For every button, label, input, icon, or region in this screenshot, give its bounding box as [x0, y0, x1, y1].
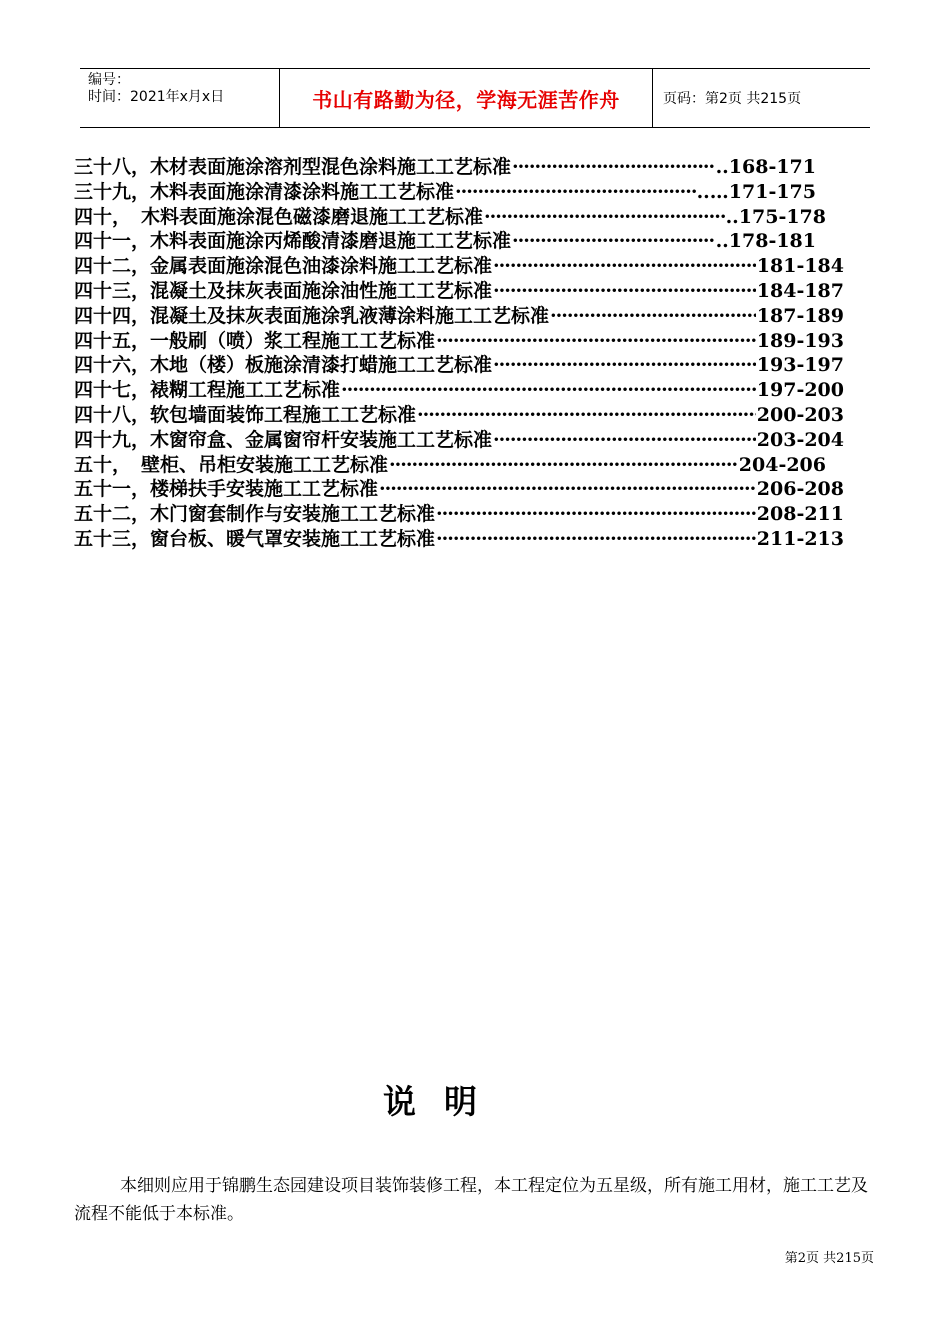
- toc-leader-dots: [379, 478, 756, 500]
- toc-entry-pages: 181-184: [756, 255, 844, 278]
- toc-entry-number: 五十二，: [74, 503, 151, 526]
- toc-entry-number: 五十三，: [74, 527, 151, 550]
- toc-entry-number: 四十五，: [74, 329, 151, 352]
- toc-entry-pages: 193-197: [756, 354, 844, 377]
- header-meta: [80, 69, 280, 127]
- toc-entry: [74, 276, 844, 301]
- header-page-info: 页码：第2页 共215页: [663, 91, 802, 107]
- toc-entry-title: 楼梯扶手安装施工工艺标准: [150, 478, 379, 501]
- toc-leader-dots: [341, 379, 756, 401]
- toc-entry-pages: ..175-178: [725, 205, 826, 228]
- time-label: 时间：2021年x月x日: [88, 89, 225, 105]
- toc-entry: [74, 375, 844, 400]
- toc-leader-dots: [493, 255, 756, 277]
- toc-entry-title: 木材表面施涂溶剂型混色涂料施工工艺标准: [150, 156, 512, 178]
- toc-entry-number: 四十六，: [74, 354, 151, 377]
- toc-entry: [74, 251, 844, 276]
- toc-entry-title: 木地（楼）板施涂清漆打蜡施工工艺标准: [150, 354, 493, 377]
- toc-entry: [74, 226, 816, 251]
- toc-entry-number: 五十一，: [74, 478, 151, 501]
- toc-entry: [74, 350, 844, 375]
- toc-entry: [74, 474, 844, 499]
- toc-entry-pages: 211-213: [756, 527, 844, 550]
- toc-leader-dots: [493, 280, 756, 302]
- toc-entry-title: 木料表面施涂丙烯酸清漆磨退施工工艺标准: [150, 230, 512, 253]
- table-of-contents: [74, 152, 844, 549]
- page-header: [80, 68, 870, 128]
- toc-entry-number: 三十八，: [74, 156, 151, 178]
- toc-entry: [74, 202, 826, 227]
- toc-entry-pages: 208-211: [756, 503, 844, 526]
- toc-leader-dots: [512, 156, 715, 178]
- page-footer: 第2页 共215页: [784, 1251, 874, 1266]
- toc-entry: [74, 177, 816, 202]
- toc-entry-title: 金属表面施涂混色油漆涂料施工工艺标准: [150, 255, 493, 278]
- toc-entry-number: 三十九，: [74, 180, 151, 203]
- toc-entry: [74, 301, 844, 326]
- toc-entry-pages: ..168-171: [715, 156, 816, 178]
- toc-entry-title: 木料表面施涂清漆涂料施工工艺标准: [150, 180, 455, 203]
- toc-entry-title: 混凝土及抹灰表面施涂乳液薄涂料施工工艺标准: [150, 304, 550, 327]
- toc-entry: [74, 326, 844, 351]
- code-label: 编号：: [88, 72, 130, 88]
- toc-entry-title: 混凝土及抹灰表面施涂油性施工工艺标准: [150, 279, 493, 302]
- toc-entry-pages: 187-189: [756, 304, 844, 327]
- toc-leader-dots: [484, 206, 725, 228]
- toc-leader-dots: [436, 503, 756, 525]
- toc-entry-number: 四十一，: [74, 230, 151, 253]
- toc-entry-pages: 184-187: [756, 279, 844, 302]
- toc-entry-title: 一般刷（喷）浆工程施工工艺标准: [150, 329, 436, 352]
- toc-entry-number: 五十，: [74, 453, 132, 476]
- toc-leader-dots: [417, 404, 756, 426]
- toc-entry-number: 四十，: [74, 205, 132, 228]
- toc-entry-number: 四十四，: [74, 304, 151, 327]
- toc-leader-dots: [455, 181, 696, 203]
- toc-entry: [74, 425, 844, 450]
- header-motto: 书山有路勤为径，学海无涯苦作舟: [280, 69, 653, 127]
- toc-leader-dots: [493, 354, 756, 376]
- toc-entry-number: 四十八，: [74, 403, 151, 426]
- toc-leader-dots: [389, 454, 738, 476]
- toc-entry-title: 裱糊工程施工工艺标准: [150, 379, 341, 402]
- toc-entry-title: 木窗帘盒、金属窗帘杆安装施工工艺标准: [150, 428, 493, 451]
- toc-entry-number: 四十七，: [74, 379, 151, 402]
- toc-entry: [74, 499, 844, 524]
- toc-entry-pages: 204-206: [738, 453, 826, 476]
- section-title: 说明: [383, 1082, 505, 1121]
- toc-entry: [74, 524, 844, 549]
- toc-entry-pages: 203-204: [756, 428, 844, 451]
- toc-entry-number: 四十九，: [74, 428, 151, 451]
- toc-leader-dots: [436, 528, 756, 550]
- toc-entry-pages: 206-208: [756, 478, 844, 501]
- toc-entry-title: 木料表面施涂混色磁漆磨退施工工艺标准: [141, 205, 484, 228]
- toc-entry-pages: 200-203: [756, 403, 844, 426]
- toc-entry-number: 四十三，: [74, 279, 151, 302]
- toc-leader-dots: [493, 429, 756, 451]
- toc-entry-title: 软包墙面装饰工程施工工艺标准: [150, 403, 417, 426]
- toc-entry-pages: ..…171-175: [696, 180, 816, 203]
- toc-entry-pages: ..178-181: [715, 230, 816, 253]
- toc-entry-number: 四十二，: [74, 255, 151, 278]
- toc-entry-pages: 197-200: [756, 379, 844, 402]
- toc-entry-title: 窗台板、暖气罩安装施工工艺标准: [150, 527, 436, 550]
- toc-entry-pages: 189-193: [756, 329, 844, 352]
- toc-leader-dots: [436, 330, 756, 352]
- toc-leader-dots: [512, 230, 715, 252]
- toc-entry-title: 木门窗套制作与安装施工工艺标准: [150, 503, 436, 526]
- toc-entry: [74, 400, 844, 425]
- toc-entry: [74, 450, 826, 475]
- toc-entry-title: 壁柜、吊柜安装施工工艺标准: [141, 453, 389, 476]
- section-body: 本细则应用于锦鹏生态园建设项目装饰装修工程，本工程定位为五星级，所有施工用材，施工工艺及流程不能低于本标准。: [74, 1176, 868, 1224]
- toc-leader-dots: [550, 305, 756, 327]
- toc-entry: [74, 152, 816, 177]
